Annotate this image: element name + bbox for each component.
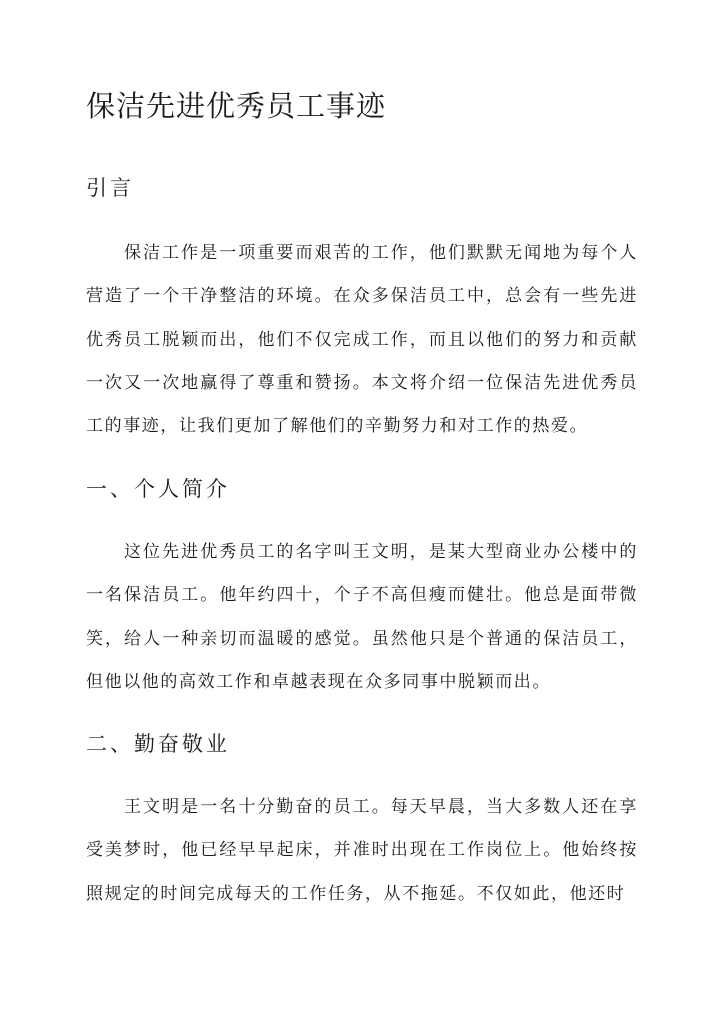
paragraph-diligence: 王文明是一名十分勤奋的员工。每天早晨，当大多数人还在享受美梦时，他已经早早起床，并准时出现在工作岗位上。他始终按照规定的时间完成每天的工作任务，从不拖延。不仅如此，他还时 — [86, 797, 638, 904]
paragraph-introduction: 保洁工作是一项重要而艰苦的工作，他们默默无闻地为每个人营造了一个干净整洁的环境。在众多保洁员工中，总会有一些先进优秀员工脱颖而出，他们不仅完成工作，而且以他们的努力和贡献一次又一次地赢得了尊重和赞扬。本文将介绍一位保洁先进优秀员工的事迹，让我们更加了解他们的辛勤努力和对工作的热爱。 — [86, 243, 638, 437]
paragraph-personal-profile: 这位先进优秀员工的名字叫王文明，是某大型商业办公楼中的一名保洁员工。他年约四十，个子不高但瘦而健壮。他总是面带微笑，给人一种亲切而温暖的感觉。虽然他只是个普通的保洁员工，但他以他的高效工作和卓越表现在众多同事中脱颖而出。 — [86, 542, 638, 692]
section-heading-introduction: 引言 — [86, 176, 134, 200]
section-heading-personal-profile: 一、个人简介 — [86, 477, 230, 501]
section-heading-diligence: 二、勤奋敬业 — [86, 732, 230, 756]
document-title: 保洁先进优秀员工事迹 — [86, 89, 387, 123]
